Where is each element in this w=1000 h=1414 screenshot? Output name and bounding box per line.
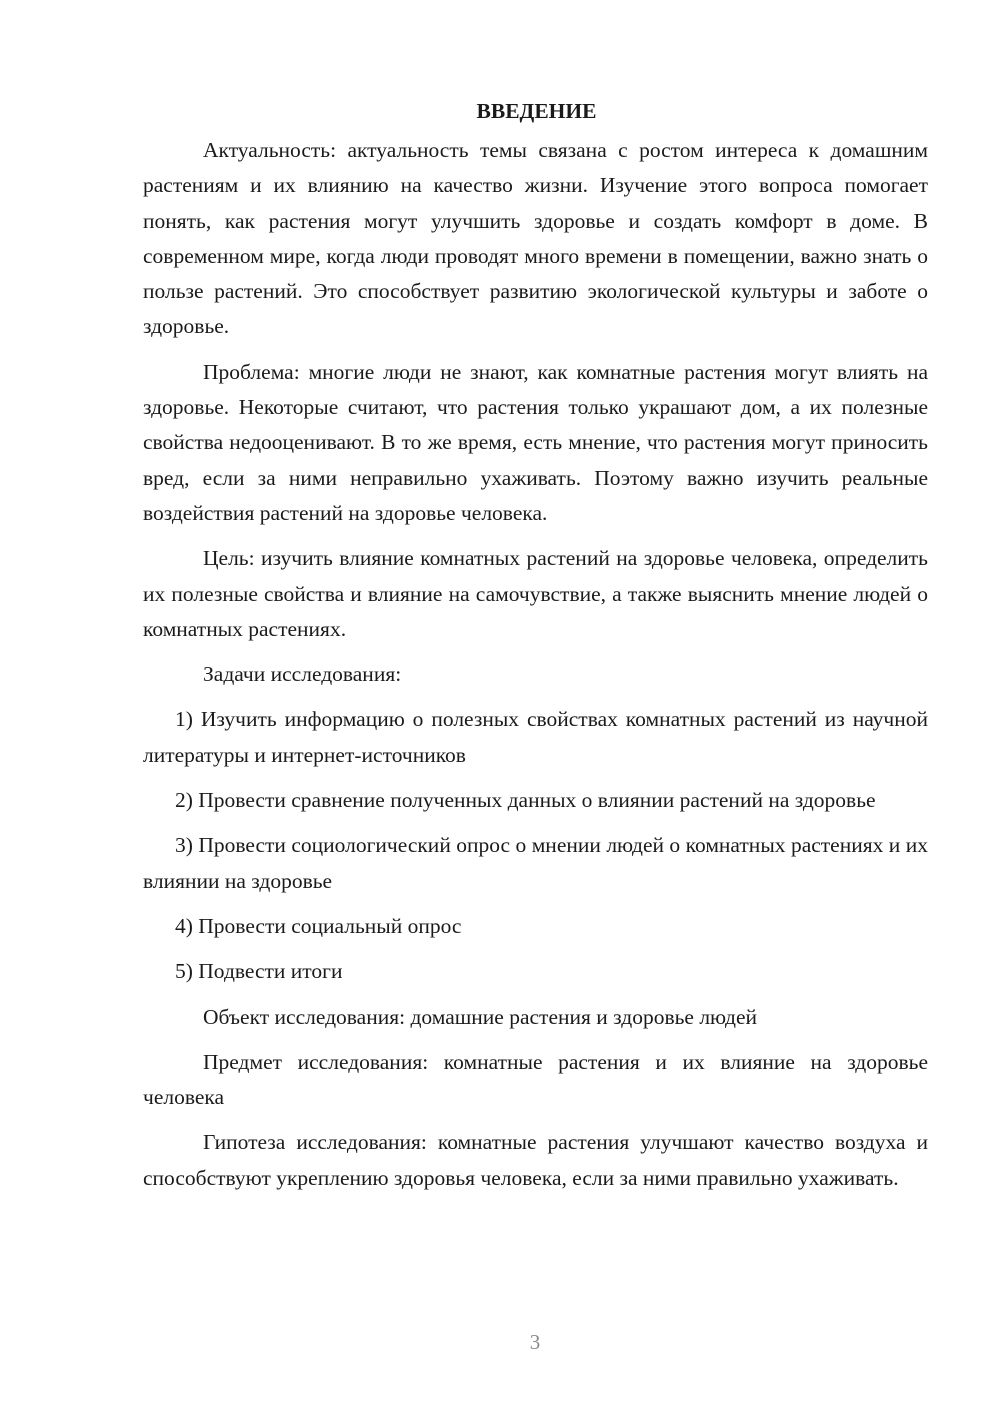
task-item-2: 2) Провести сравнение полученных данных о влиянии растений на здоровье <box>175 788 876 813</box>
paragraph-hypothesis: Гипотеза исследования: комнатные растения улучшают качество воздуха и способствуют укреплению здоровья человека, если за ними правильно ухаживать. <box>143 1130 928 1190</box>
task-item-4: 4) Провести социальный опрос <box>175 913 462 938</box>
tasks-heading: Задачи исследования: <box>203 662 402 687</box>
paragraph-subject: Предмет исследования: комнатные растения и их влияние на здоровье человека <box>143 1049 928 1110</box>
page-title: ВВЕДЕНИЕ <box>476 99 597 123</box>
paragraph-problem: Проблема: многие люди не знают, как комнатные растения могут влиять на здоровье. Некоторые считают, что растения только украшают дом, а их полезные свойства недооценивают. В то же время, есть мнение, что растения могут приносить вред, если за ними неправильно ухаживать. Поэтому важно изучить реальные воздействия растений на здоровье человека. <box>143 359 928 525</box>
paragraph-object: Объект исследования: домашние растения и здоровье людей <box>203 1004 758 1029</box>
page-content <box>143 92 928 1196</box>
task-item-1: 1) Изучить информацию о полезных свойствах комнатных растений из научной литературы и интернет-источников <box>143 707 928 767</box>
paragraph-goal: Цель: изучить влияние комнатных растений на здоровье человека, определить их полезные свойства и влияние на самочувствие, а также выяснить мнение людей о комнатных растениях. <box>143 546 928 641</box>
task-item-3: 3) Провести социологический опрос о мнении людей о комнатных растениях и их влиянии на здоровье <box>143 833 928 893</box>
task-item-5: 5) Подвести итоги <box>175 959 343 984</box>
page-number: 3 <box>529 1330 541 1354</box>
paragraph-relevance: Актуальность: актуальность темы связана с ростом интереса к домашним растениям и их влиянию на качество жизни. Изучение этого вопроса помогает понять, как растения могут улучшить здоровье и создать комфорт в доме. В современном мире, когда люди проводят много времени в помещении, важно знать о пользе растений. Это способствует развитию экологической культуры и заботе о здоровье. <box>143 138 928 339</box>
